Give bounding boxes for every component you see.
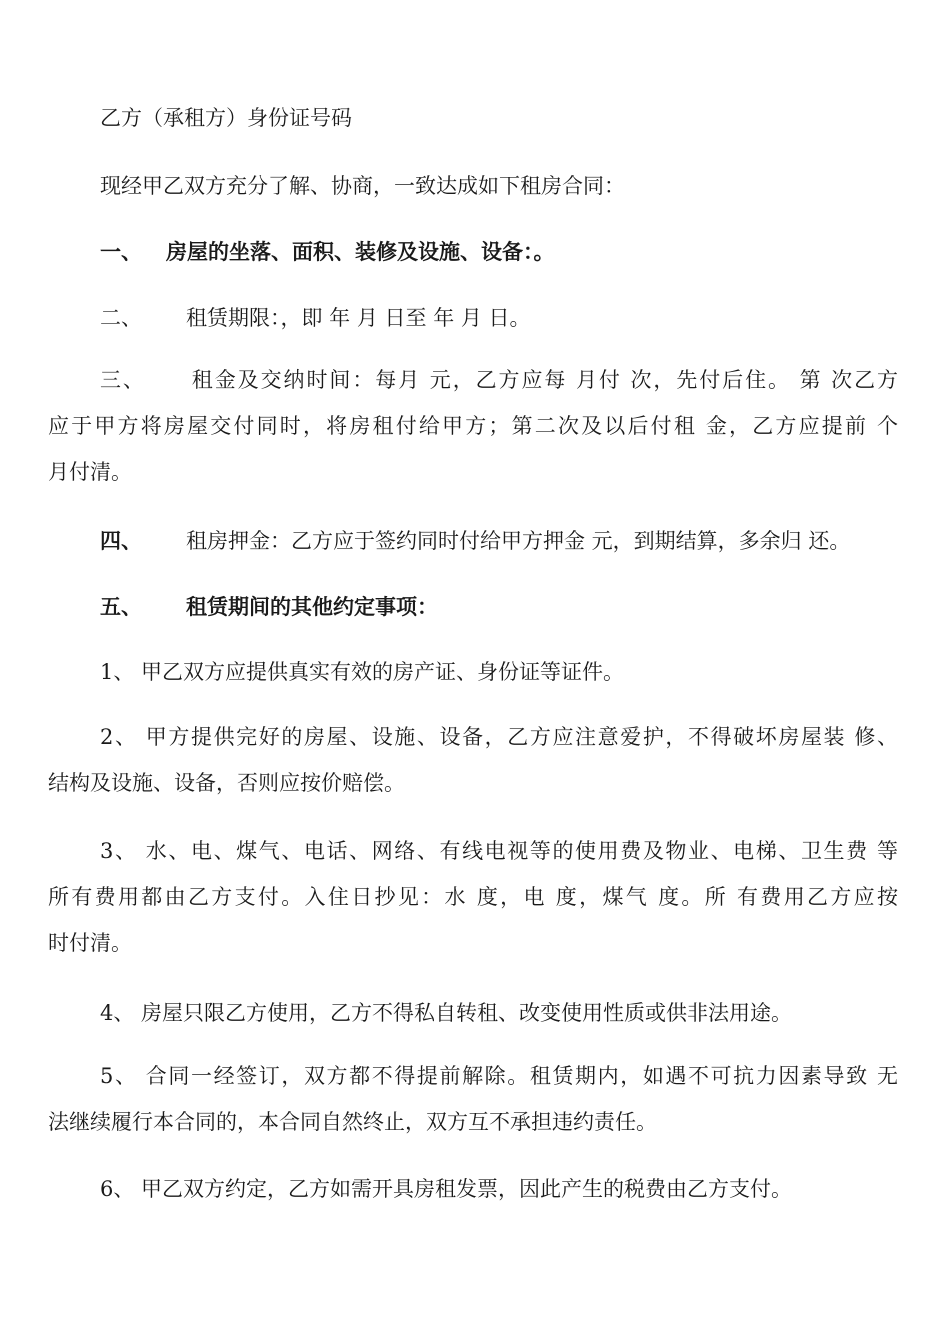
section-2 [48, 302, 898, 334]
item-6: 6、 甲乙双方约定，乙方如需开具房租发票，因此产生的税费由乙方支付。 [100, 1177, 793, 1201]
item-5-line-2: 法继续履行本合同的，本合同自然终止，双方互不承担违约责任。 [48, 1110, 657, 1134]
item-1: 1、 甲乙双方应提供真实有效的房产证、身份证等证件。 [100, 660, 625, 684]
item-3-line-2: 所有费用都由乙方支付。入住日抄见：水 度，电 度，煤气 度。所 有费用乙方应按 [48, 885, 898, 909]
item-3-line-3: 时付清。 [48, 931, 132, 955]
item-4: 4、 房屋只限乙方使用，乙方不得私自转租、改变使用性质或供非法用途。 [100, 1001, 793, 1025]
section-4 [48, 525, 898, 557]
section-4-text: 租房押金：乙方应于签约同时付给甲方押金 元，到期结算，多余归 还。 [186, 529, 851, 553]
section-3-line-2: 应于甲方将房屋交付同时，将房租付给甲方；第二次及以后付租 金，乙方应提前 个 [48, 414, 898, 438]
section-3-text-1: 租金及交纳时间：每月 元，乙方应每 月付 次，先付后住。 第 次乙方 [189, 368, 899, 392]
item-2-line-1: 2、 甲方提供完好的房屋、设施、设备，乙方应注意爱护，不得破坏房屋装 修、 [100, 725, 898, 749]
section-3-line-1 [48, 357, 898, 403]
section-5-number: 五、 [100, 594, 142, 619]
item-5 [48, 1053, 898, 1145]
section-3-line-3: 月付清。 [48, 460, 132, 484]
id-number-line: 乙方（承租方）身份证号码 [100, 106, 352, 130]
item-3-line-1: 3、 水、电、煤气、电话、网络、有线电视等的使用费及物业、电梯、卫生费 等 [100, 839, 898, 863]
section-5 [48, 591, 898, 623]
item-2-line-2: 结构及设施、设备，否则应按价赔偿。 [48, 771, 405, 795]
section-4-number: 四、 [100, 528, 142, 553]
section-1-text: 房屋的坐落、面积、装修及设施、设备：。 [166, 239, 555, 264]
item-2 [48, 714, 898, 806]
item-3 [48, 828, 898, 966]
section-1 [48, 236, 898, 268]
section-1-number: 一、 [100, 239, 142, 264]
item-5-line-1: 5、 合同一经签订，双方都不得提前解除。租赁期内，如遇不可抗力因素导致 无 [100, 1064, 898, 1088]
section-2-text: 租赁期限：，即 年 月 日至 年 月 日。 [186, 306, 531, 330]
intro-paragraph: 现经甲乙双方充分了解、协商，一致达成如下租房合同： [100, 174, 625, 198]
section-2-number: 二、 [100, 306, 142, 330]
section-3-number: 三、 [100, 368, 146, 392]
section-5-text: 租赁期间的其他约定事项： [186, 594, 438, 619]
section-3 [48, 357, 898, 495]
